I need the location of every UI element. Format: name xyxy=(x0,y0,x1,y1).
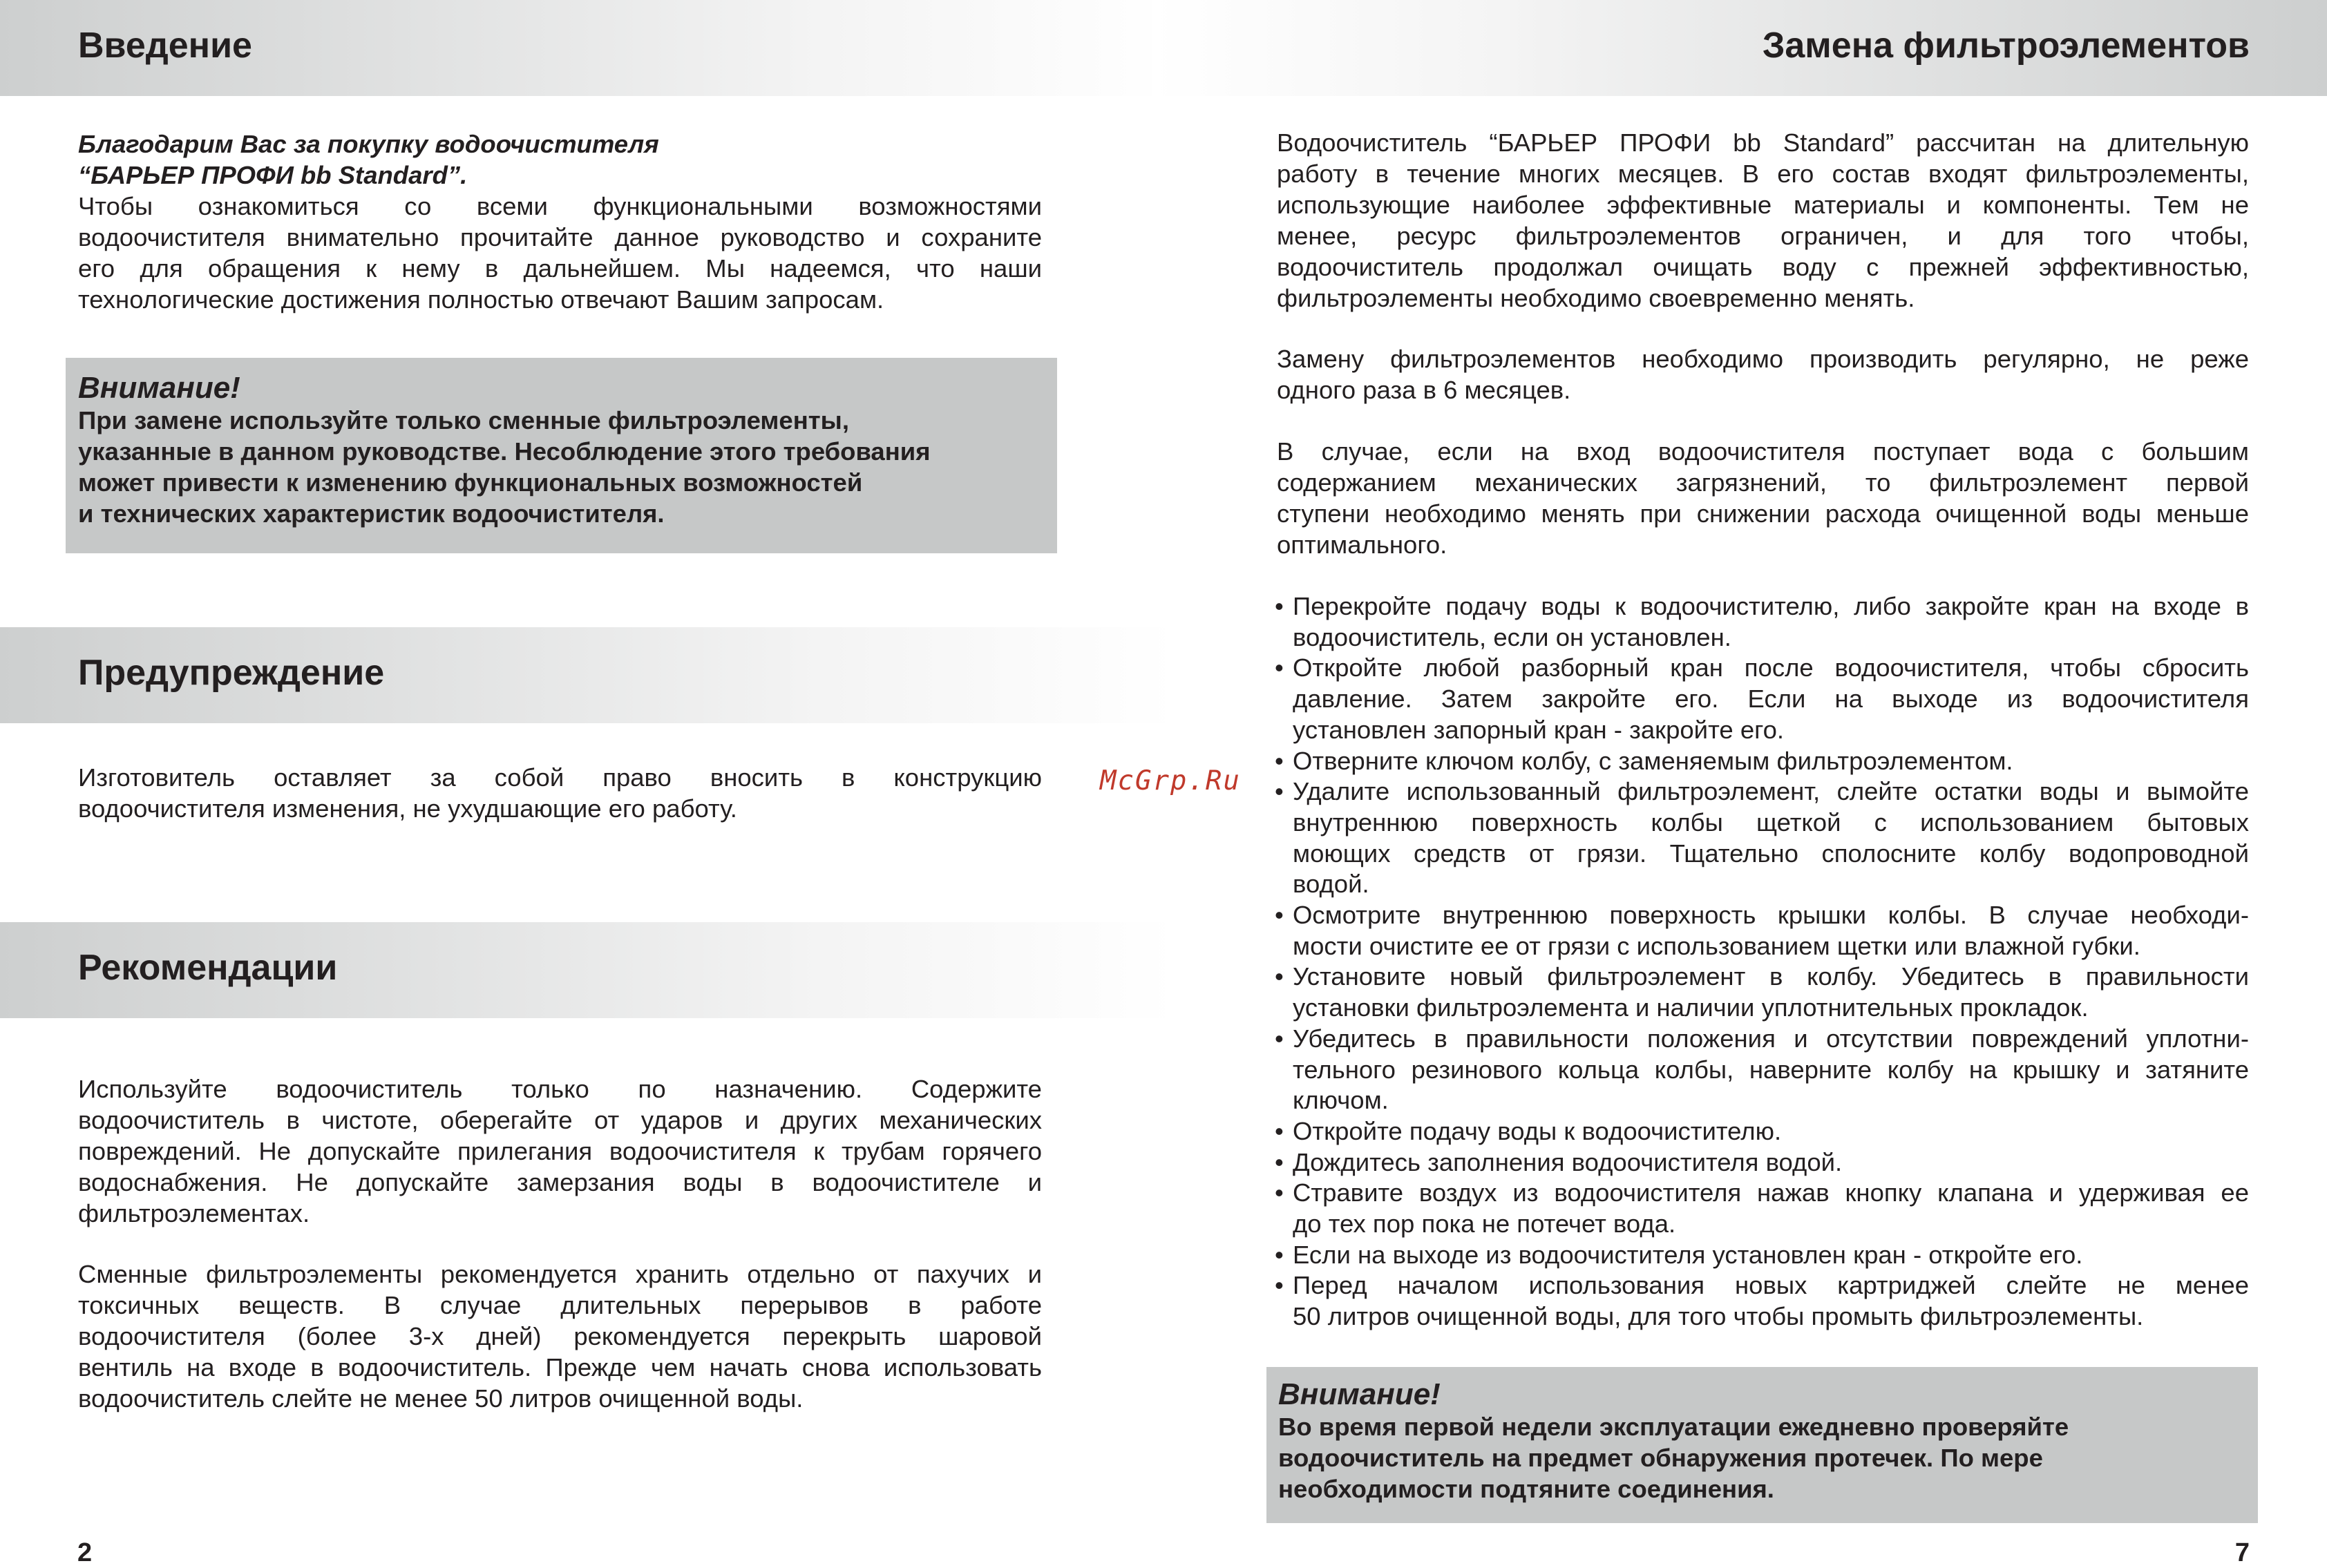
step-item xyxy=(1275,1147,2249,1178)
step-item xyxy=(1275,900,2249,962)
step-line: установки фильтроэлемента и наличии уплотнительных прокладок. xyxy=(1293,993,2089,1022)
replacement-line: Замену фильтроэлементов необходимо производить регулярно, не реже xyxy=(1277,345,2249,373)
replacement-line: одного раза в 6 месяцев. xyxy=(1277,376,1571,404)
replacement-steps-list xyxy=(1275,591,2249,1332)
step-line: водоочиститель, если он установлен. xyxy=(1293,622,1731,651)
step-item xyxy=(1275,1270,2249,1332)
replacement-line: работу в течение многих месяцев. В его состав входят фильтроэлементы, xyxy=(1277,160,2249,188)
step-line: тельного резинового кольца колбы, наверните колбу на крышку и затяните xyxy=(1293,1055,2249,1084)
page-number-left: 2 xyxy=(77,1538,93,1567)
recommendations-line: вентиль на входе в водоочиститель. Прежде чем начать снова использовать xyxy=(78,1353,1042,1381)
replacement-line: водоочиститель продолжал очищать воду с прежней эффективностью, xyxy=(1277,253,2249,281)
attention-box-right xyxy=(1266,1367,2258,1523)
bullet-icon: • xyxy=(1275,1271,1284,1300)
replacement-para-1 xyxy=(1277,127,2249,314)
step-line: Отверните ключом колбу, с заменяемым фильтроэлементом. xyxy=(1293,746,2013,775)
step-line: Перекройте подачу воды к водоочистителю, либо закройте кран на входе в xyxy=(1293,592,2249,620)
step-line: давление. Затем закройте его. Если на выходе из водоочистителя xyxy=(1293,685,2249,714)
replacement-line: ступени необходимо менять при снижении расхода очищенной воды меньше xyxy=(1277,499,2249,528)
intro-thanks-line: “БАРЬЕР ПРОФИ bb Standard”. xyxy=(78,161,468,189)
step-item xyxy=(1275,746,2249,777)
intro-line: технологические достижения полностью отвечают Вашим запросам. xyxy=(78,285,884,314)
attention-line: Во время первой недели эксплуатации ежедневно проверяйте xyxy=(1278,1413,2069,1441)
bullet-icon: • xyxy=(1275,1178,1284,1207)
step-line: Откройте подачу воды к водоочистителю. xyxy=(1293,1116,1782,1145)
step-line: ключом. xyxy=(1293,1086,1389,1115)
attention-box-left xyxy=(66,358,1057,553)
replacement-para-2 xyxy=(1277,343,2249,405)
step-item xyxy=(1275,653,2249,745)
warning-text xyxy=(78,762,1042,824)
bullet-icon: • xyxy=(1275,746,1284,775)
attention-line: При замене используйте только сменные фильтроэлементы, xyxy=(78,406,849,434)
attention-line: водоочиститель на предмет обнаружения протечек. По мере xyxy=(1278,1444,2043,1472)
recommendations-line: повреждений. Не допускайте прилегания водоочистителя к трубам горячего xyxy=(78,1137,1042,1165)
recommendations-line: водоочиститель слейте не менее 50 литров очищенной воды. xyxy=(78,1384,804,1413)
step-line: 50 литров очищенной воды, для того чтобы промыть фильтроэлементы. xyxy=(1293,1302,2144,1331)
step-item xyxy=(1275,1116,2249,1147)
attention-title: Внимание! xyxy=(78,371,240,405)
intro-line: его для обращения к нему в дальнейшем. Мы надеемся, что наши xyxy=(78,254,1042,283)
intro-text xyxy=(78,128,1042,315)
intro-line: водоочистителя внимательно прочитайте данное руководство и сохраните xyxy=(78,223,1042,251)
step-item xyxy=(1275,962,2249,1023)
replacement-line: В случае, если на вход водоочистителя поступает вода с большим xyxy=(1277,437,2249,466)
step-line: Осмотрите внутреннюю поверхность крышки колбы. В случае необходи- xyxy=(1293,901,2249,930)
step-line: мости очистите ее от грязи с использованием щетки или влажной губки. xyxy=(1293,931,2140,960)
bullet-icon: • xyxy=(1275,653,1284,682)
bullet-icon: • xyxy=(1275,962,1284,991)
intro-thanks-line: Благодарим Вас за покупку водоочистителя xyxy=(78,130,659,158)
replacement-line: Водоочиститель “БАРЬЕР ПРОФИ bb Standard” рассчитан на длительную xyxy=(1277,128,2249,157)
intro-heading: Введение xyxy=(78,26,252,66)
recommendations-para-1 xyxy=(78,1073,1042,1229)
step-line: Установите новый фильтроэлемент в колбу. Убедитесь в правильности xyxy=(1293,962,2249,991)
bullet-icon: • xyxy=(1275,1147,1284,1176)
warning-heading: Предупреждение xyxy=(78,653,385,693)
recommendations-para-2 xyxy=(78,1259,1042,1414)
bullet-icon: • xyxy=(1275,901,1284,930)
replacement-line: содержанием механических загрязнений, то фильтроэлемент первой xyxy=(1277,468,2249,497)
replacement-line: менее, ресурс фильтроэлементов ограничен, и для того чтобы, xyxy=(1277,222,2249,250)
replacement-line: фильтроэлементы необходимо своевременно менять. xyxy=(1277,284,1915,312)
step-line: Убедитесь в правильности положения и отсутствии повреждений уплотни- xyxy=(1293,1024,2249,1053)
step-line: моющих средств от грязи. Тщательно сполосните колбу водопроводной xyxy=(1293,839,2249,868)
step-item xyxy=(1275,591,2249,653)
attention-line: может привести к изменению функциональных возможностей xyxy=(78,468,863,497)
recommendations-line: водоочиститель в чистоте, оберегайте от ударов и других механических xyxy=(78,1106,1042,1134)
replacement-heading: Замена фильтроэлементов xyxy=(1762,26,2250,66)
step-item xyxy=(1275,1240,2249,1271)
attention-title: Внимание! xyxy=(1278,1377,1441,1411)
step-line: Дождитесь заполнения водоочистителя водой. xyxy=(1293,1147,1843,1176)
recommendations-line: Сменные фильтроэлементы рекомендуется хранить отдельно от пахучих и xyxy=(78,1260,1042,1288)
step-item xyxy=(1275,1178,2249,1239)
bullet-icon: • xyxy=(1275,592,1284,620)
step-line: Стравите воздух из водоочистителя нажав кнопку клапана и удерживая ее xyxy=(1293,1178,2249,1207)
bullet-icon: • xyxy=(1275,1116,1284,1145)
recommendations-line: фильтроэлементах. xyxy=(78,1199,310,1227)
recommendations-line: водоснабжения. Не допускайте замерзания воды в водоочистителе и xyxy=(78,1168,1042,1196)
recommendations-line: токсичных веществ. В случае длительных перерывов в работе xyxy=(78,1291,1042,1319)
recommendations-heading: Рекомендации xyxy=(78,948,338,988)
replacement-line: оптимального. xyxy=(1277,530,1447,559)
recommendations-line: водоочистителя (более 3-х дней) рекомендуется перекрыть шаровой xyxy=(78,1322,1042,1350)
step-line: Перед началом использования новых картриджей слейте не менее xyxy=(1293,1271,2249,1300)
replacement-para-3 xyxy=(1277,436,2249,560)
watermark: McGrp.Ru xyxy=(1100,765,1241,796)
attention-line: необходимости подтяните соединения. xyxy=(1278,1475,1774,1503)
step-line: Если на выходе из водоочистителя установлен кран - откройте его. xyxy=(1293,1240,2083,1269)
warning-line: Изготовитель оставляет за собой право вносить в конструкцию xyxy=(78,763,1042,792)
step-line: внутреннюю поверхность колбы щеткой с использованием бытовых xyxy=(1293,807,2249,836)
warning-line: водоочистителя изменения, не ухудшающие его работу. xyxy=(78,794,737,823)
bullet-icon: • xyxy=(1275,1240,1284,1269)
attention-line: и технических характеристик водоочистителя. xyxy=(78,499,665,528)
bullet-icon: • xyxy=(1275,777,1284,806)
step-item xyxy=(1275,1024,2249,1116)
step-line: до тех пор пока не потечет вода. xyxy=(1293,1210,1676,1239)
replacement-line: использующие наиболее эффективные материалы и компоненты. Тем не xyxy=(1277,191,2249,219)
step-line: Удалите использованный фильтроэлемент, слейте остатки воды и вымойте xyxy=(1293,777,2249,806)
bullet-icon: • xyxy=(1275,1024,1284,1053)
step-line: водой. xyxy=(1293,870,1369,899)
intro-line: Чтобы ознакомиться со всеми функциональными возможностями xyxy=(78,192,1042,220)
attention-line: указанные в данном руководстве. Несоблюдение этого требования xyxy=(78,437,931,466)
step-line: Откройте любой разборный кран после водоочистителя, чтобы сбросить xyxy=(1293,653,2249,682)
step-line: установлен запорный кран - закройте его. xyxy=(1293,715,1785,744)
recommendations-line: Используйте водоочиститель только по назначению. Содержите xyxy=(78,1075,1042,1103)
page-number-right: 7 xyxy=(2234,1538,2250,1567)
step-item xyxy=(1275,776,2249,900)
